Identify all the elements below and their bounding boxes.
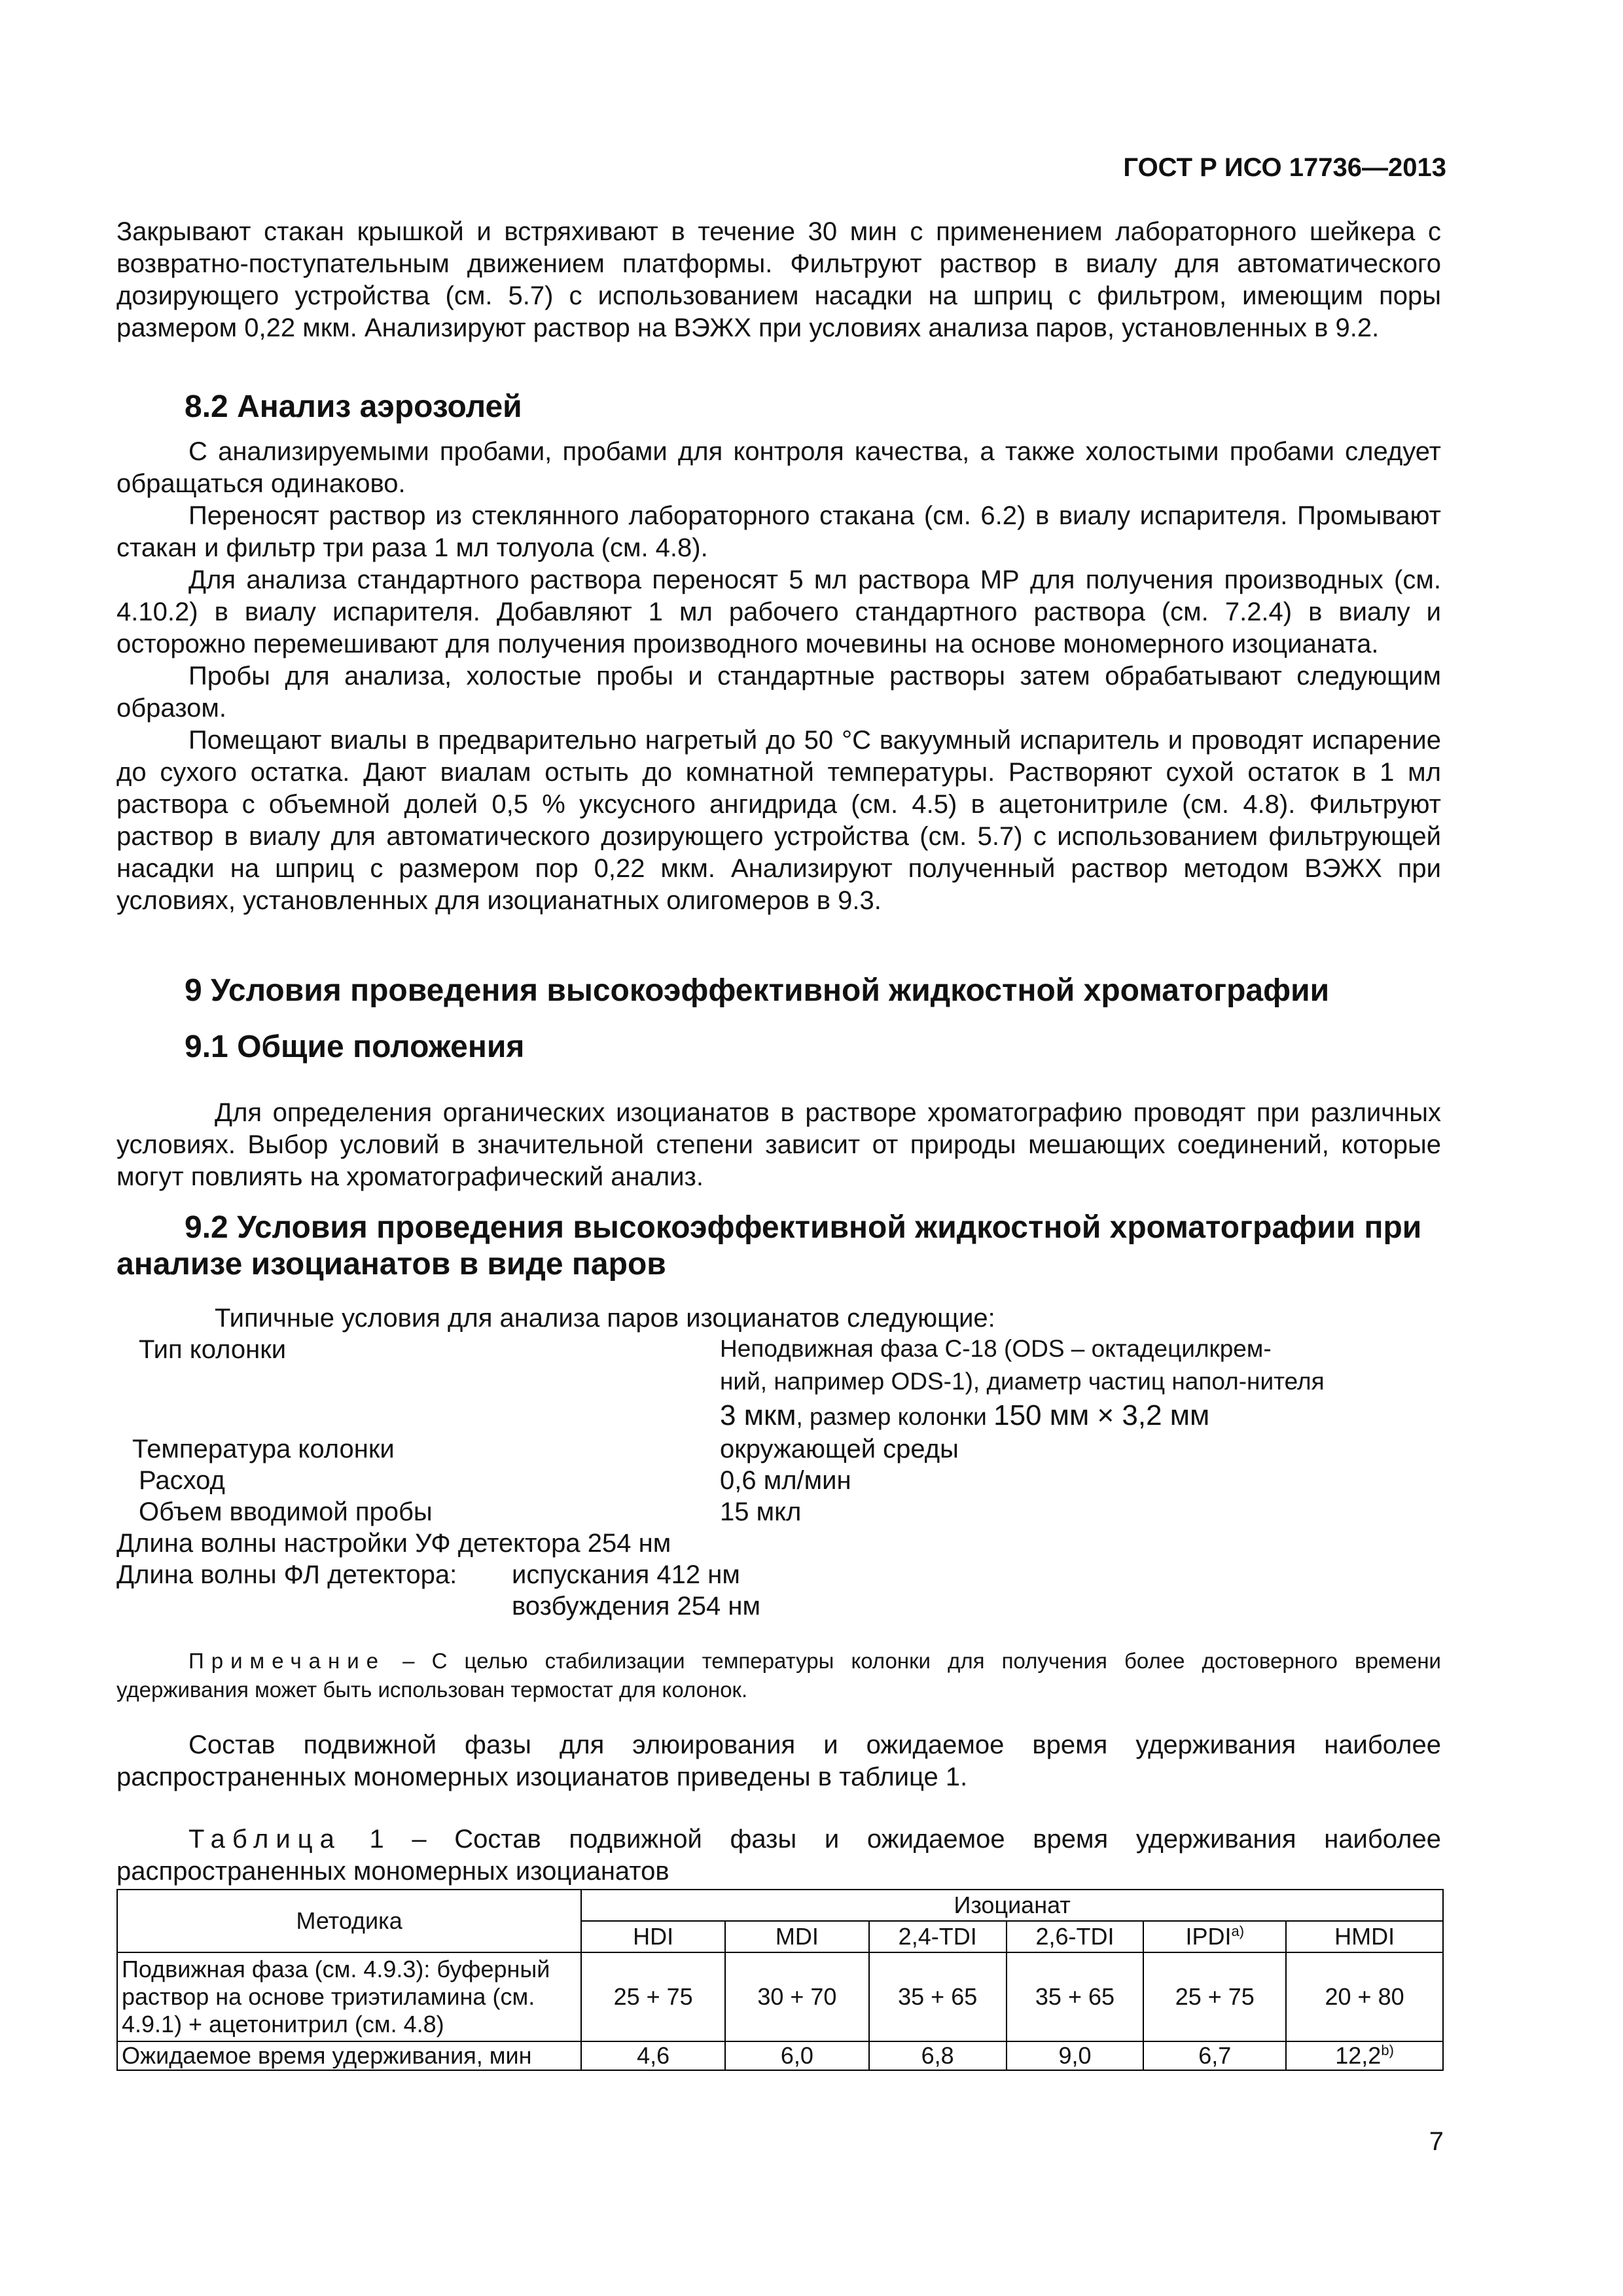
note-text: – С целью стабилизации температуры колонки для получения более достоверного времени удерживания может быть использован термостат для колонок. <box>116 1649 1441 1702</box>
section-9-heading: 9 Условия проведения высокоэффективной жидкостной хроматографии <box>185 973 1330 1008</box>
table-caption <box>116 1823 1441 1888</box>
volume-value: 15 мкл <box>720 1498 802 1526</box>
column-temp-value: окружающей среды <box>720 1435 959 1463</box>
section-9-2 <box>116 1210 1441 1283</box>
section-9-1-paragraph: Для определения органических изоцианатов в растворе хроматографию проводят при различных условиях. Выбор условий в значительной степени зависит от природы мешающих соединений, которые могут повлиять на хроматографический анализ. <box>116 1098 1441 1191</box>
table-cell: 6,8 <box>869 2041 1007 2070</box>
table-cell: 6,0 <box>725 2041 869 2070</box>
table-cell: 9,0 <box>1007 2041 1144 2070</box>
column-temp-label: Температура колонки <box>132 1435 395 1463</box>
table-caption-text: 1 – Состав подвижной фазы и ожидаемое время удерживания наиболее распространенных мономерных изоцианатов <box>116 1825 1441 1886</box>
note-prefix: Примечание <box>188 1649 386 1673</box>
table-intro-block <box>116 1729 1441 1793</box>
table-cell-hmdi-time <box>1286 2041 1443 2070</box>
section-8-2-paragraph-4: Пробы для анализа, холостые пробы и стандартные растворы затем обрабатывают следующим образом. <box>116 662 1441 723</box>
ipdi-footnote-mark: а) <box>1231 1923 1245 1939</box>
section-8-2-paragraph-5: Помещают виалы в предварительно нагретый до 50 °С вакуумный испаритель и проводят испарение до сухого остатка. Дают виалам остыть до комнатной температуры. Растворяют сухой остаток в 1 мл раствора с объемной долей 0,5 % уксусного ангидрида (см. 4.5) в ацетонитриле (см. 4.8). Фильтруют раствор в виалу для автоматического дозирующего устройства (см. 5.7) с использованием фильтрующей насадки на шприц с размером пор 0,22 мкм. Анализируют полученный раствор методом ВЭЖХ при условиях, установленных для изоцианатных олигомеров в 9.3. <box>116 726 1441 915</box>
fl-excitation: возбуждения 254 нм <box>512 1592 760 1621</box>
column-type-value-line3 <box>720 1399 1209 1432</box>
page-number: 7 <box>1429 2127 1444 2156</box>
particle-size: 3 мкм <box>720 1399 796 1431</box>
flow-value: 0,6 мл/мин <box>720 1466 851 1495</box>
hmdi-footnote-mark: b) <box>1381 2042 1394 2058</box>
column-size: 150 мм × 3,2 мм <box>993 1399 1210 1431</box>
section-9-2-heading: 9.2 Условия проведения высокоэффективной жидкостной хроматографии при анализе изоцианатов в виде паров <box>116 1210 1422 1282</box>
section-8-2-heading: 8.2 Анализ аэрозолей <box>185 389 522 424</box>
table-cell: 20 + 80 <box>1286 1952 1443 2041</box>
table-cell: 35 + 65 <box>1007 1952 1144 2041</box>
section-9-1-body <box>116 1097 1441 1193</box>
col-24-tdi: 2,4-TDI <box>869 1921 1007 1952</box>
section-8-2-paragraph-2: Переносят раствор из стеклянного лабораторного стакана (см. 6.2) в виалу испарителя. Промывают стакан и фильтр три раза 1 мл толуола (см. 4.8). <box>116 501 1441 562</box>
section-8-2 <box>116 389 1441 917</box>
standard-header: ГОСТ Р ИСО 17736—2013 <box>1123 153 1446 182</box>
conditions-lead: Типичные условия для анализа паров изоцианатов следующие: <box>215 1304 995 1333</box>
col-mdi: MDI <box>725 1921 869 1952</box>
table-cell: 25 + 75 <box>1143 1952 1286 2041</box>
table-cell: 35 + 65 <box>869 1952 1007 2041</box>
col-26-tdi: 2,6-TDI <box>1007 1921 1144 1952</box>
column-type-label: Тип колонки <box>139 1335 287 1364</box>
intro-paragraph-block <box>116 216 1441 344</box>
flow-label: Расход <box>139 1466 225 1495</box>
note <box>116 1647 1441 1704</box>
retention-table <box>116 1889 1444 2071</box>
uv-detector-line: Длина волны настройки УФ детектора 254 нм <box>116 1529 671 1558</box>
col-ipdi <box>1143 1921 1286 1952</box>
row-retention-label: Ожидаемое время удерживания, мин <box>117 2041 581 2070</box>
intro-paragraph: Закрывают стакан крышкой и встряхивают в течение 30 мин с применением лабораторного шейкера с возвратно-поступательным движением платформы. Фильтруют раствор в виалу для автоматического дозирующего устройства (см. 5.7) с использованием насадки на шприц с фильтром, имеющим поры размером 0,22 мкм. Анализируют раствор на ВЭЖХ при условиях анализа паров, установленных в 9.2. <box>116 217 1441 342</box>
table-caption-block <box>116 1823 1441 1888</box>
table-cell: 6,7 <box>1143 2041 1286 2070</box>
column-size-label: , размер колонки <box>796 1403 994 1430</box>
hmdi-time-value: 12,2 <box>1335 2042 1382 2069</box>
column-type-value-line2: ний, например ODS-1), диаметр частиц напол-нителя <box>720 1368 1325 1395</box>
col-hdi: HDI <box>581 1921 725 1952</box>
table-cell: 30 + 70 <box>725 1952 869 2041</box>
section-8-2-paragraph-3: Для анализа стандартного раствора переносят 5 мл раствора МР для получения производных (см. 4.10.2) в виалу испарителя. Добавляют 1 мл рабочего стандартного раствора (см. 7.2.4) в виалу и осторожно перемешивают для получения производного мочевины на основе мономерного изоцианата. <box>116 565 1441 658</box>
table-cell: 25 + 75 <box>581 1952 725 2041</box>
method-header: Методика <box>117 1890 581 1952</box>
fl-detector-label: Длина волны ФЛ детектора: <box>116 1560 457 1589</box>
section-8-2-paragraph-1: С анализируемыми пробами, пробами для контроля качества, а также холостыми пробами следует обращаться одинаково. <box>116 437 1441 498</box>
isocyanate-header: Изоцианат <box>581 1890 1443 1921</box>
table-caption-prefix: Таблица <box>188 1825 342 1854</box>
table-row-retention-time <box>117 2041 1443 2070</box>
section-9-1-heading: 9.1 Общие положения <box>185 1030 525 1064</box>
table-intro: Состав подвижной фазы для элюирования и ожидаемое время удерживания наиболее распространенных мономерных изоцианатов приведены в таблице 1. <box>116 1731 1441 1791</box>
table-row-mobile-phase <box>117 1952 1443 2041</box>
section-9 <box>116 973 1441 1009</box>
col-ipdi-label: IPDI <box>1185 1923 1232 1950</box>
col-hmdi: HMDI <box>1286 1921 1443 1952</box>
column-type-value-line1: Неподвижная фаза С-18 (ODS – октадецилкрем- <box>720 1335 1272 1362</box>
table-cell: 4,6 <box>581 2041 725 2070</box>
section-9-1 <box>116 1029 1441 1066</box>
row-mobile-phase-label: Подвижная фаза (см. 4.9.3): буферный раствор на основе триэтиламина (см. 4.9.1) + ацетонитрил (см. 4.8) <box>117 1952 581 2041</box>
table-header-row-1 <box>117 1890 1443 1921</box>
fl-emission: испускания 412 нм <box>512 1560 740 1589</box>
volume-label: Объем вводимой пробы <box>139 1498 433 1526</box>
